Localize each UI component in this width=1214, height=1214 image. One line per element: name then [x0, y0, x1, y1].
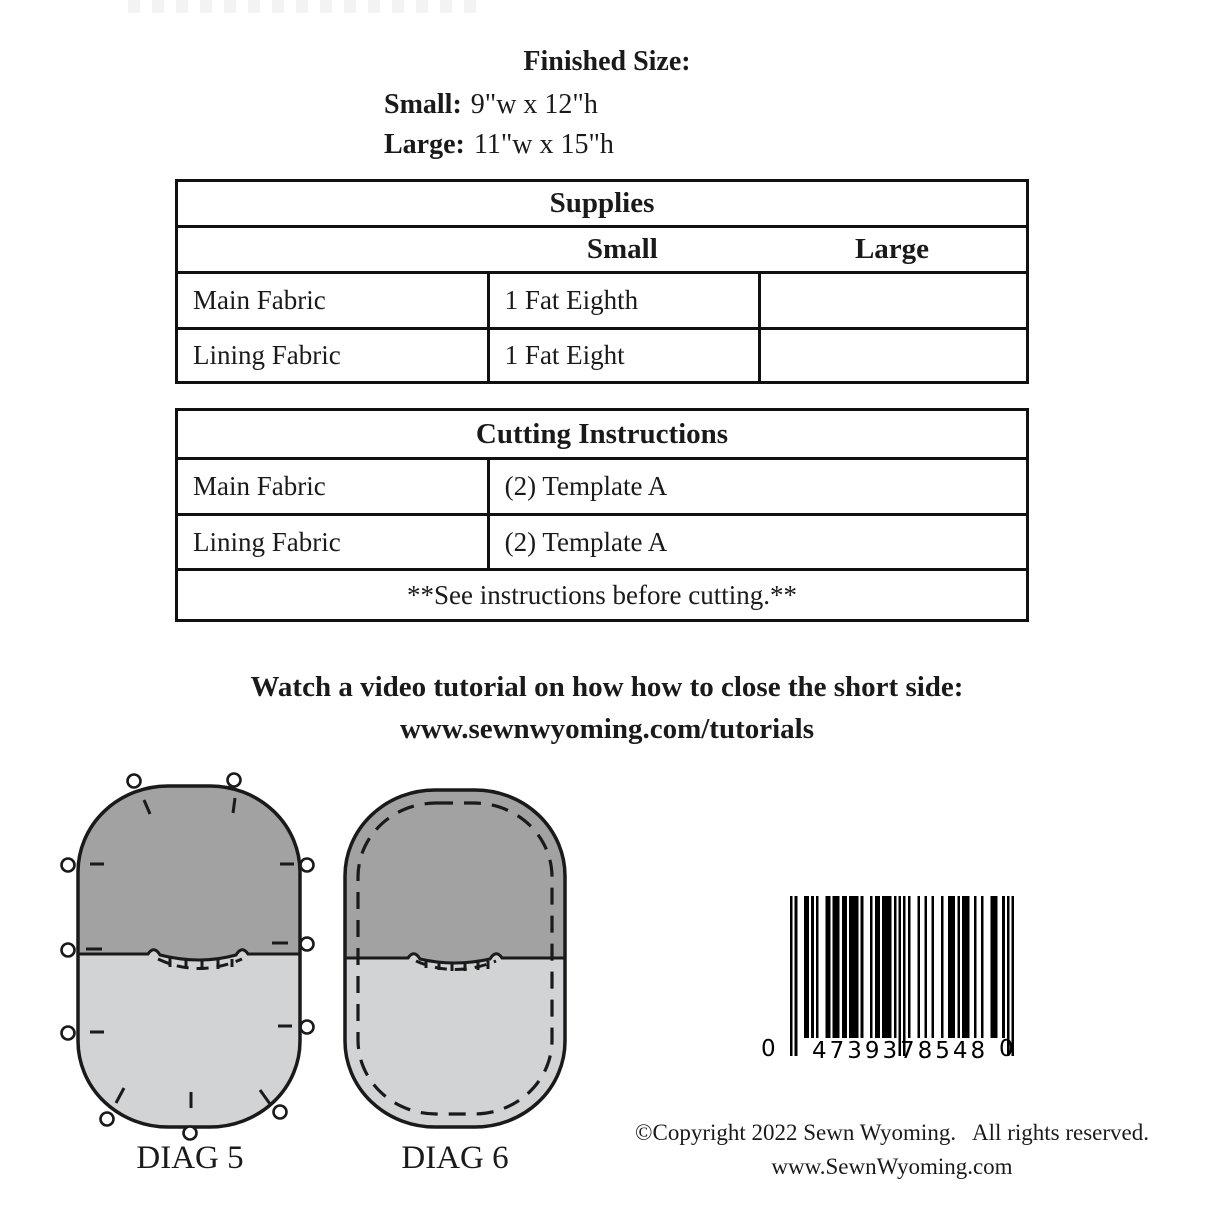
- tutorial-text-block: [0, 666, 1214, 750]
- supplies-col-header-large: Large: [854, 233, 930, 265]
- finished-size-large-line: [384, 129, 614, 161]
- table-row: [178, 271, 1026, 327]
- supplies-row-large-value: [758, 330, 1026, 381]
- small-size-value: 9"w x 12"h: [470, 89, 598, 120]
- barcode-digit-left: 0: [761, 1036, 779, 1062]
- supplies-title-row: [178, 182, 1026, 225]
- small-size-label: Small:: [384, 89, 462, 120]
- supplies-row-large-value: [758, 274, 1026, 327]
- barcode-digit-group1: 47393: [812, 1038, 901, 1064]
- table-row: [178, 327, 1026, 381]
- cutting-row-label: Lining Fabric: [193, 526, 341, 557]
- cutting-note-row: [178, 568, 1026, 619]
- copyright-line: ©Copyright 2022 Sewn Wyoming. All rights reserved.: [635, 1120, 1149, 1145]
- barcode-bars: [782, 894, 1022, 1060]
- copyright-url: www.SewnWyoming.com: [771, 1154, 1013, 1179]
- diag5-main-half: [78, 786, 300, 960]
- large-size-label: Large:: [384, 129, 465, 160]
- tutorial-line: Watch a video tutorial on how how to close the short side:: [250, 671, 964, 703]
- cutting-row-value: (2) Template A: [487, 516, 1026, 568]
- table-row: [178, 513, 1026, 568]
- tutorial-url: www.sewnwyoming.com/tutorials: [399, 713, 815, 745]
- top-edge-print-artifact: [128, 0, 484, 13]
- supplies-title: Supplies: [549, 187, 655, 219]
- supplies-header-spacer: [178, 228, 487, 271]
- supplies-row-small-value: 1 Fat Eight: [487, 330, 758, 381]
- copyright-block: [592, 1116, 1192, 1184]
- supplies-row-small-value: 1 Fat Eighth: [487, 274, 758, 327]
- diag6-main-half: [345, 790, 565, 963]
- diag5-figure: [50, 770, 320, 1182]
- supplies-row-label: Main Fabric: [193, 285, 326, 315]
- cutting-title-row: [178, 411, 1026, 457]
- supplies-table: [175, 179, 1029, 384]
- finished-size-small-line: [384, 89, 598, 121]
- cutting-instructions-table: [175, 408, 1029, 622]
- large-size-value: 11"w x 15"h: [473, 129, 614, 160]
- cutting-title: Cutting Instructions: [475, 417, 729, 450]
- supplies-col-header-small: Small: [586, 233, 658, 265]
- diag6-figure: [330, 770, 580, 1182]
- barcode-digit-group2: 78548: [900, 1038, 989, 1064]
- diag6-label: DIAG 6: [401, 1140, 509, 1176]
- finished-size-title: Finished Size:: [523, 46, 691, 77]
- barcode-digit-right: 0: [999, 1036, 1017, 1062]
- diag5-label: DIAG 5: [136, 1140, 244, 1176]
- supplies-row-label: Lining Fabric: [193, 340, 341, 370]
- cutting-note: **See instructions before cutting.**: [407, 579, 797, 610]
- supplies-header-row: [178, 225, 1026, 271]
- cutting-row-value: (2) Template A: [487, 460, 1026, 513]
- cutting-row-label: Main Fabric: [193, 471, 326, 501]
- table-row: [178, 457, 1026, 513]
